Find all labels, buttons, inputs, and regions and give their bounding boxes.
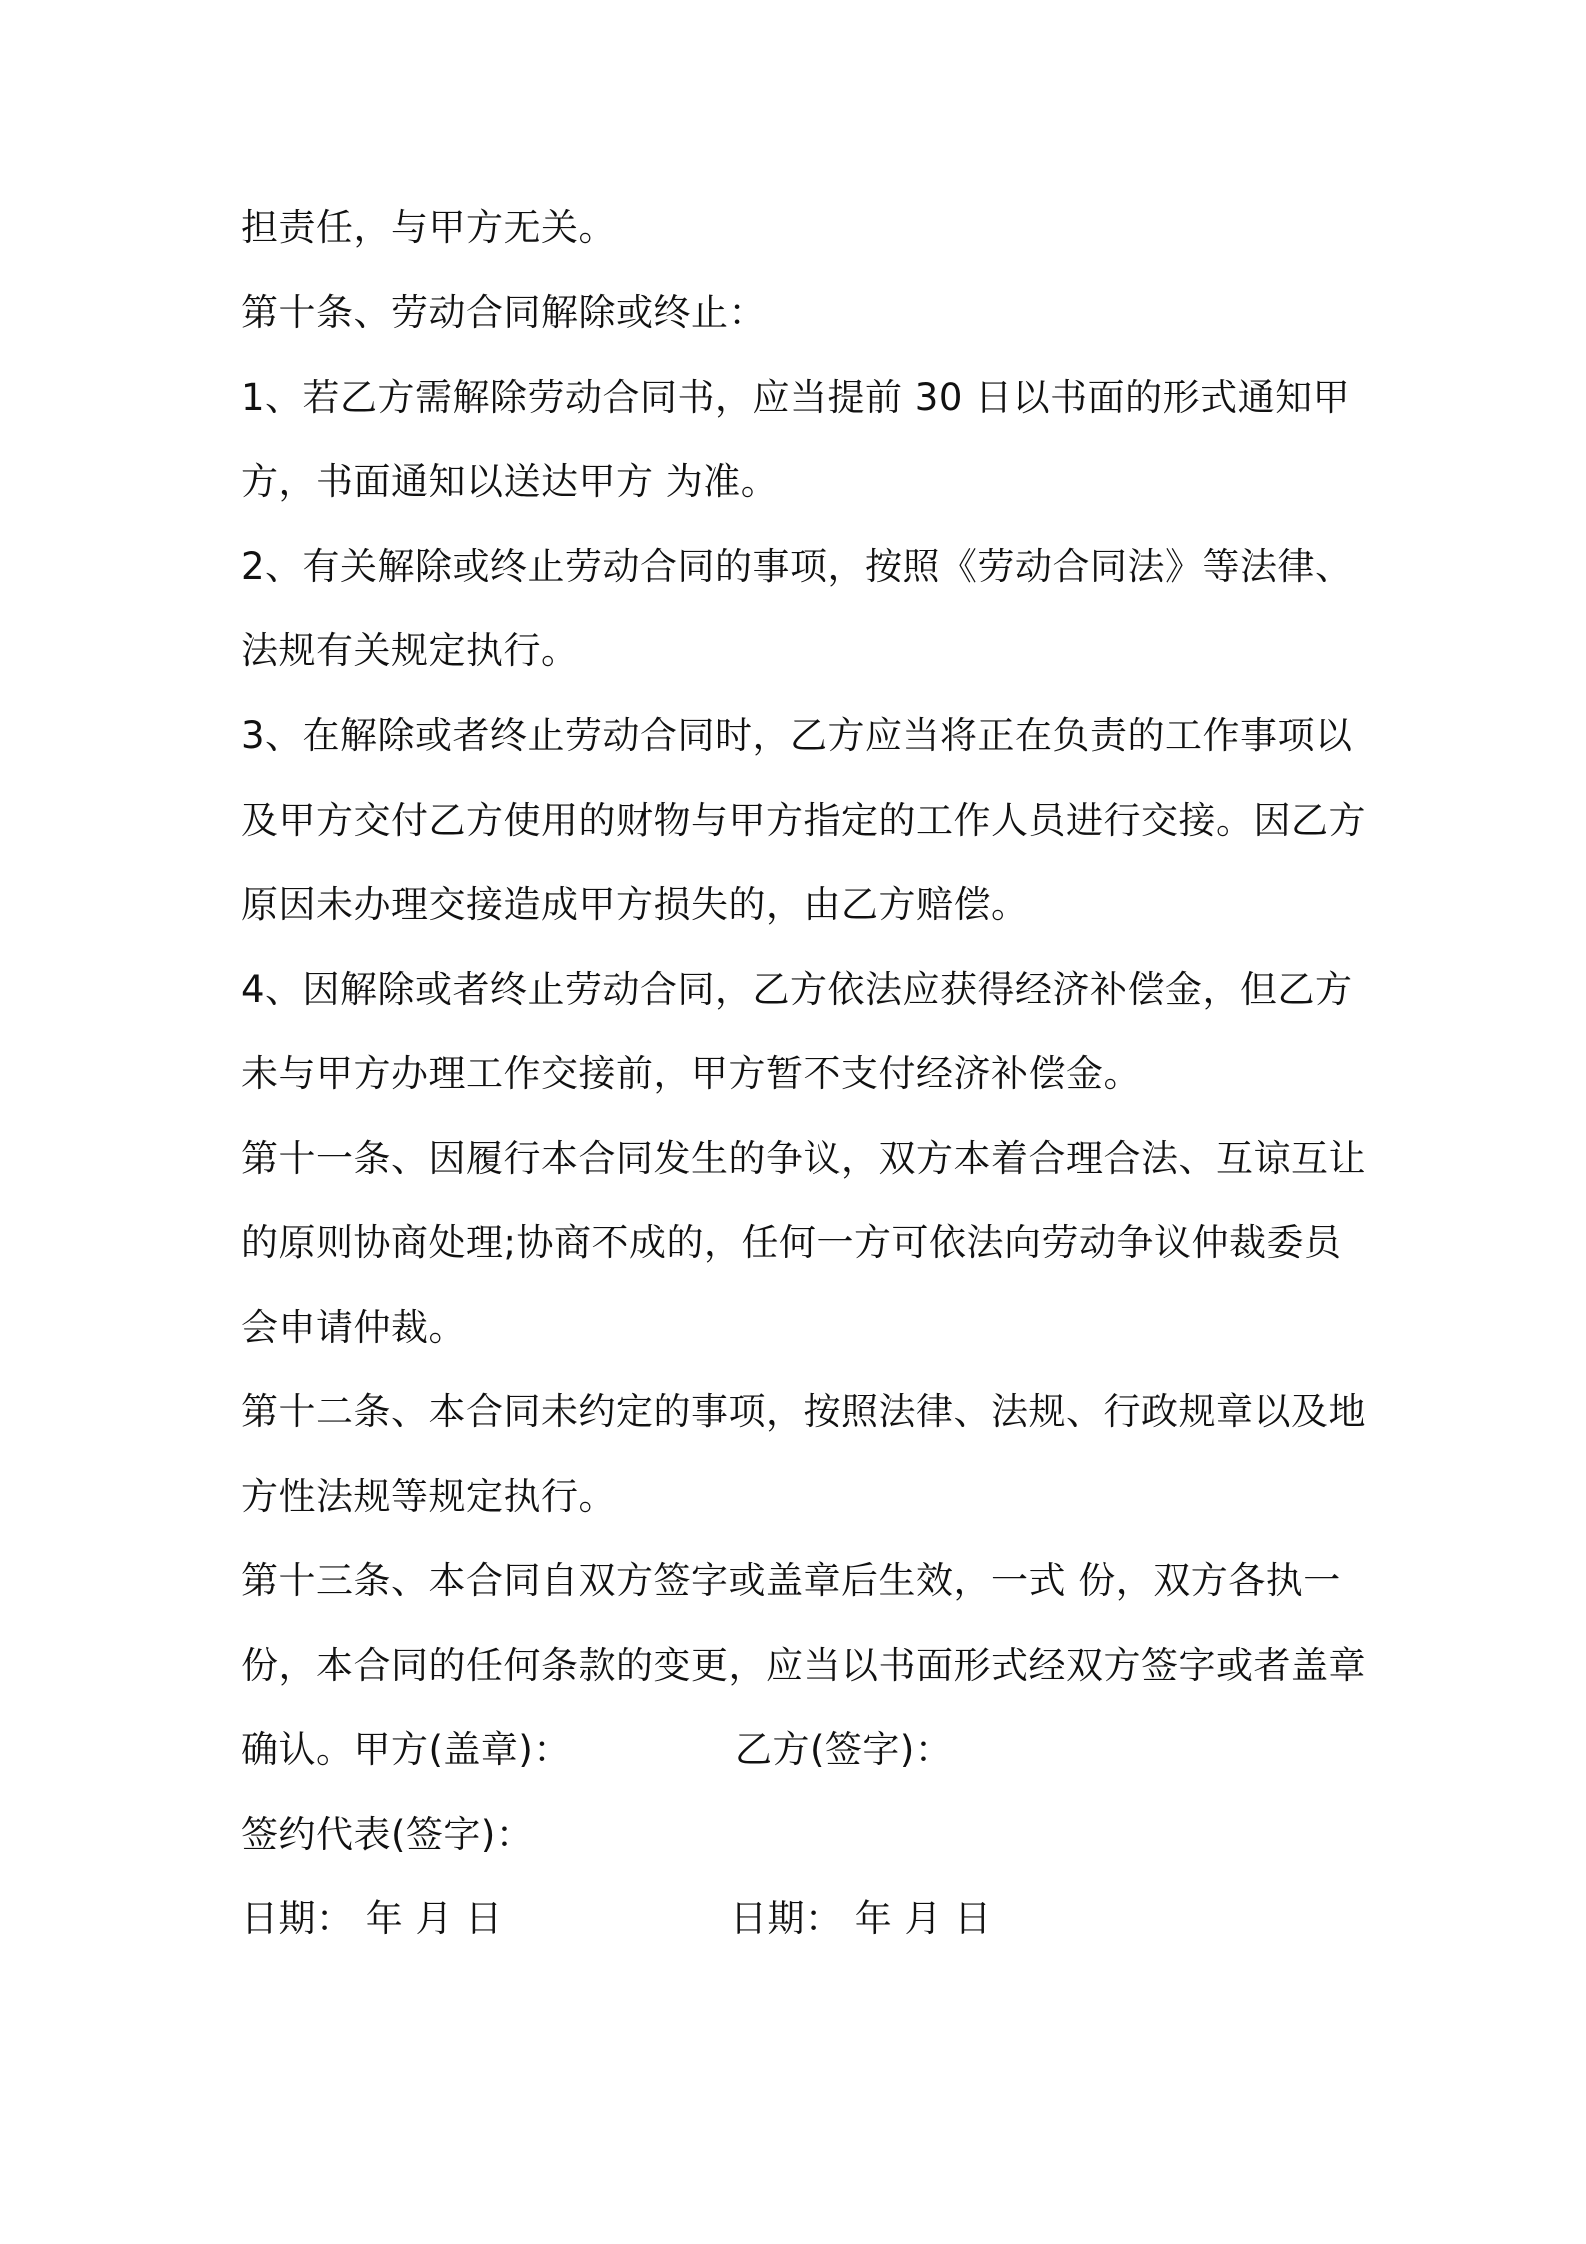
article-10-heading: 第十条、劳动合同解除或终止：: [241, 291, 766, 334]
party-a-seal-label: 确认。甲方(盖章)：: [241, 1728, 571, 1771]
text-line: 未与甲方办理工作交接前，甲方暂不支付经济补偿金。: [241, 1052, 1141, 1095]
text-line: 4、因解除或者终止劳动合同，乙方依法应获得经济补偿金，但乙方: [241, 968, 1353, 1011]
article-12-text: 第十二条、本合同未约定的事项，按照法律、法规、行政规章以及地: [241, 1390, 1366, 1433]
party-a-date-label: 日期： 年 月 日: [241, 1897, 503, 1940]
text-line: 方，书面通知以送达甲方 为准。: [241, 460, 779, 503]
text-line: 份，本合同的任何条款的变更，应当以书面形式经双方签字或者盖章: [241, 1644, 1366, 1687]
article-11-text: 第十一条、因履行本合同发生的争议，双方本着合理合法、互谅互让: [241, 1137, 1366, 1180]
text-line: 原因未办理交接造成甲方损失的，由乙方赔偿。: [241, 883, 1029, 926]
text-line: 会申请仲裁。: [241, 1306, 466, 1349]
text-line: 方性法规等规定执行。: [241, 1475, 616, 1518]
article-13-text: 第十三条、本合同自双方签字或盖章后生效，一式 份，双方各执一: [241, 1559, 1341, 1602]
text-line: 3、在解除或者终止劳动合同时，乙方应当将正在负责的工作事项以: [241, 714, 1353, 757]
text-line: 的原则协商处理;协商不成的，任何一方可依法向劳动争议仲裁委员: [241, 1221, 1342, 1264]
representative-signature-label: 签约代表(签字)：: [241, 1813, 534, 1856]
text-line: 法规有关规定执行。: [241, 629, 579, 672]
party-b-signature-label: 乙方(签字)：: [735, 1728, 953, 1771]
text-line: 担责任，与甲方无关。: [241, 206, 616, 249]
text-line: 及甲方交付乙方使用的财物与甲方指定的工作人员进行交接。因乙方: [241, 799, 1366, 842]
text-line: 1、若乙方需解除劳动合同书，应当提前 30 日以书面的形式通知甲: [241, 376, 1351, 419]
party-b-date-label: 日期： 年 月 日: [730, 1897, 992, 1940]
text-line: 2、有关解除或终止劳动合同的事项，按照《劳动合同法》等法律、: [241, 545, 1353, 588]
